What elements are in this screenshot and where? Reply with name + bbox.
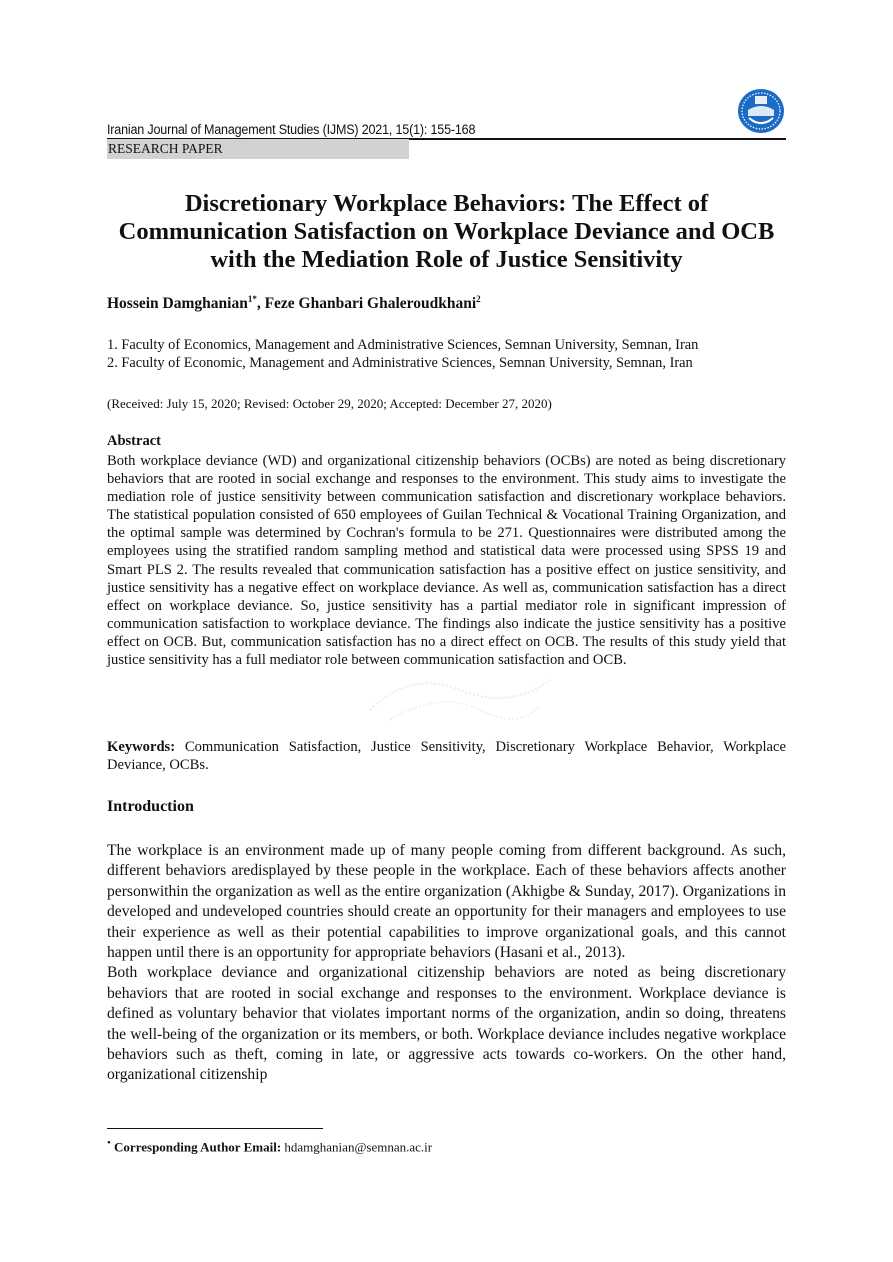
footnote-divider [107,1128,323,1129]
affiliation-1: 1. Faculty of Economics, Management and Administrative Sciences, Semnan University, Semnan, Iran [107,337,699,353]
paper-title [107,190,786,274]
intro-paragraph-2: Both workplace deviance and organizational citizenship behaviors are noted as being discretionary behaviors that are rooted in social exchange and responses to the environment. Workplace deviance is defined as voluntary behavior that violates important norms of the organization, andin so doing, threatens the well-being of the organization or its members, or both. Workplace deviance includes negative workplace behaviors such as theft, coming in late, or aggressive acts towards co-workers. On the other hand, organizational citizenship [107,964,786,1084]
footnote-label: Corresponding Author Email: [110,1139,282,1155]
author-separator: , [256,295,265,313]
abstract-heading: Abstract [107,433,161,449]
title-line-1: Discretionary Workplace Behaviors: The Effect of [184,190,709,217]
university-logo-icon [736,88,786,134]
keywords-label: Keywords: [107,739,176,755]
keywords [107,738,786,774]
author-2-affil-marker: 2 [476,294,481,304]
watermark-icon [360,650,560,730]
author-1-affil-marker: 1* [247,294,257,304]
author-2: Feze Ghanbari Ghaleroudkhani [264,295,477,313]
affiliations [107,337,786,372]
title-line-3: with the Mediation Role of Justice Sensitivity [210,246,683,273]
authors-line [107,294,481,313]
footnote-marker: • [107,1137,111,1149]
section-banner-label: RESEARCH PAPER [108,141,223,156]
section-banner [107,139,409,159]
title-line-2: Communication Satisfaction on Workplace Deviance and OCB [118,218,775,245]
affiliation-2: 2. Faculty of Economic, Management and Administrative Sciences, Semnan University, Semnan, Iran [107,354,693,371]
journal-header [107,121,786,140]
keywords-list: Communication Satisfaction, Justice Sensitivity, Discretionary Workplace Behavior, Workplace Deviance, OCBs. [107,739,786,774]
introduction-heading: Introduction [107,798,194,815]
journal-citation: Iranian Journal of Management Studies (IJMS) 2021, 15(1): 155-168 [107,122,476,137]
submission-dates: (Received: July 15, 2020; Revised: October 29, 2020; Accepted: December 27, 2020) [107,396,552,411]
corresponding-email[interactable]: hdamghanian@semnan.ac.ir [281,1139,433,1155]
introduction-body [107,841,786,1086]
intro-paragraph-1: The workplace is an environment made up of many people coming from different background. As such, different behaviors aredisplayed by these people in the workplace. Each of these behaviors affects another personwithin the organization as well as the entire organization (Akhigbe & Sunday, 2017). Organizations in developed and undeveloped countries should create an opportunity for their managers and employees to use their experience as well as their potential capabilities to improve organizational goals, and this cannot happen until there is an opportunity for appropriate behaviors (Hasani et al., 2013). [107,842,786,962]
abstract-text: Both workplace deviance (WD) and organizational citizenship behaviors (OCBs) are noted as being discretionary behaviors that are rooted in social exchange and responses to the environment. This study aims to investigate the mediation role of justice sensitivity between communication satisfaction and discretionary workplace behaviors. The statistical population consisted of 650 employees of Guilan Technical & Vocational Training Organization, and the optimal sample was determined by Cochran's formula to be 271. Questionnaires were distributed among the employees using the stratified random sampling method and statistical data were processed using SPSS 19 and Smart PLS 2. The results revealed that communication satisfaction has a positive effect on justice sensitivity, and justice sensitivity has a negative effect on workplace deviance. As well as, communication satisfaction has a direct effect on workplace deviance. So, justice sensitivity has a partial mediator role in significant impression of communication satisfaction to workplace deviance. The findings also indicate the justice sensitivity has a positive effect on OCB. But, communication satisfaction has no a direct effect on OCB. The results of this study yield that justice sensitivity has a full mediator role between communication satisfaction and OCB. [107,453,786,669]
footnote [107,1137,432,1155]
author-1: Hossein Damghanian [107,295,248,313]
